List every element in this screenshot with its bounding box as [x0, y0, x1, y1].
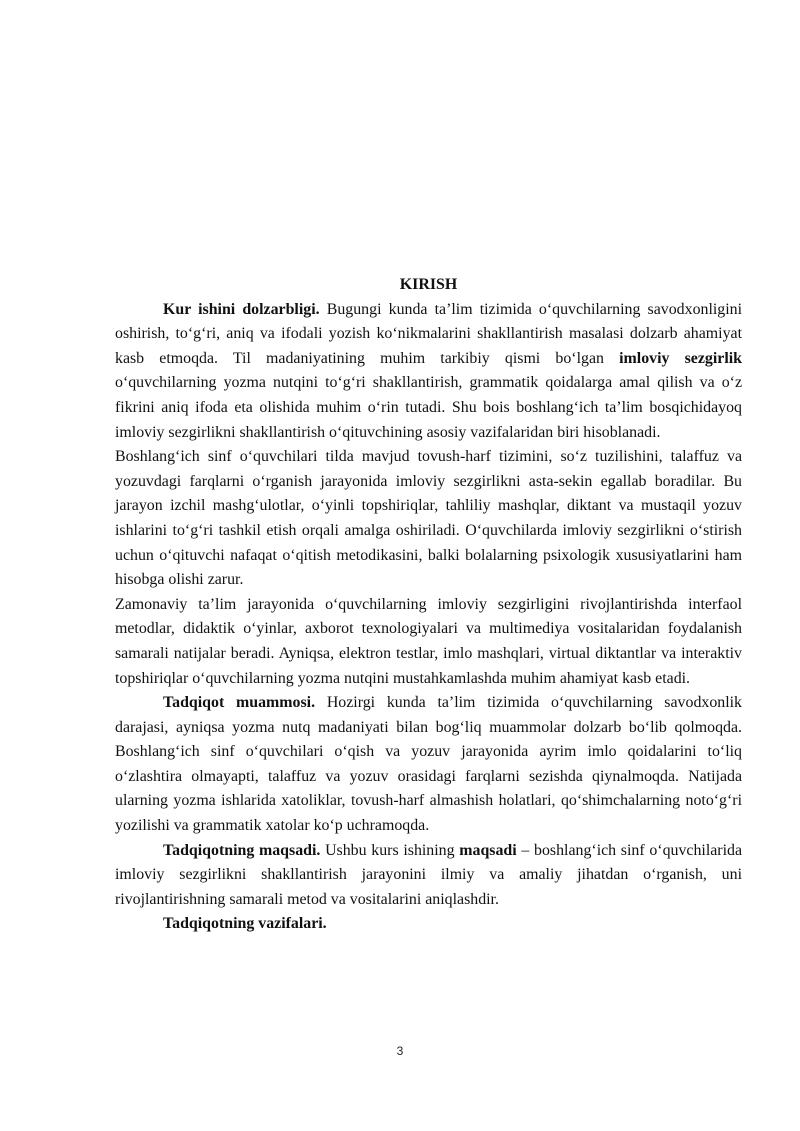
paragraph-text: Ushbu kurs ishining [320, 841, 460, 859]
paragraph-research-problem [115, 691, 742, 839]
paragraph-research-goal [115, 839, 742, 913]
paragraph-lead-relevance: Kur ishini dolzarbligi. [163, 300, 320, 318]
paragraph-lead-goal: Tadqiqotning maqsadi. [163, 841, 321, 859]
bold-term: maqsadi [459, 841, 517, 859]
document-body [115, 273, 742, 937]
paragraph-modern-education: Zamonaviy ta’lim jarayonida o‘quvchilarning imloviy sezgirligini rivojlantirishda interfaol metodlar, didaktik o‘yinlar, axborot texnologiyalari va multimediya vositalaridan foydalanish samarali natijalar beradi. Ayniqsa, elektron testlar, imlo mashqlari, virtual diktantlar va interaktiv topshiriqlar o‘quvchilarning yozma nutqini mustahkamlashda muhim ahamiyat kasb etadi. [115, 595, 742, 687]
bold-term: imloviy sezgirlik [619, 349, 742, 367]
page-number: 3 [396, 1044, 404, 1058]
paragraph-text: – boshlang‘ich sinf o‘quvchilarida imloviy sezgirlikni shakllantirish jarayonini ilmiy va amaliy jihatdan o‘rganish, uni rivojlantirishning samarali metod va vositalarini aniqlashdir. [115, 841, 743, 908]
paragraph-relevance [115, 298, 742, 446]
paragraph-research-tasks [115, 912, 742, 937]
paragraph-text: Hozirgi kunda ta’lim tizimida o‘quvchilarning savodxonlik darajasi, ayniqsa yozma nutq madaniyati bilan bog‘liq muammolar dolzarb bo‘lib qolmoqda. Boshlang‘ich sinf o‘quvchilari o‘qish va yozuv jarayonida ayrim imlo qoidalarini to‘liq o‘zlashtira olmayapti, talaffuz va yozuv orasidagi farqlarni sezishda qiynalmoqda. Natijada ularning yozma ishlarida xatoliklar, tovush-harf almashish holatlari, qo‘shimchalarning noto‘g‘ri yozilishi va grammatik xatolar ko‘p uchramoqda. [115, 694, 742, 835]
section-heading: KIRISH [399, 276, 458, 293]
paragraph-lead-tasks: Tadqiqotning vazifalari. [163, 915, 327, 933]
paragraph-primary-pupils: Boshlang‘ich sinf o‘quvchilari tilda mavjud tovush-harf tizimini, so‘z tuzilishini, talaffuz va yozuvdagi farqlarni o‘rganish jarayonida imloviy sezgirlikni asta-sekin egallab boradilar. Bu jarayon izchil mashg‘ulotlar, o‘yinli topshiriqlar, tahliliy mashqlar, diktant va mustaqil yozuv ishlarini to‘g‘ri tashkil etish orqali amalga oshiriladi. O‘quvchilarda imloviy sezgirlikni o‘stirish uchun o‘qituvchi nafaqat o‘qitish metodikasini, balki bolalarning psixologik xususiyatlarini ham hisobga olishi zarur. [115, 448, 742, 589]
paragraph-text: o‘quvchilarning yozma nutqini to‘g‘ri shakllantirish, grammatik qoidalarga amal qilish va o‘z fikrini aniq ifoda eta olishida muhim o‘rin tutadi. Shu bois boshlang‘ich ta’lim bosqichidayoq imloviy sezgirlikni shakllantirish o‘qituvchining asosiy vazifalaridan biri hisoblanadi. [115, 374, 742, 441]
paragraph-lead-problem: Tadqiqot muammosi. [163, 694, 316, 712]
paragraph-text: Bugungi kunda ta’lim tizimida o‘quvchilarning savodxonligini oshirish, to‘g‘ri, aniq va ifodali yozish ko‘nikmalarini shakllantirish masalasi dolzarb ahamiyat kasb etmoqda. Til madaniyatining muhim tarkibiy qismi bo‘lgan [115, 300, 743, 367]
